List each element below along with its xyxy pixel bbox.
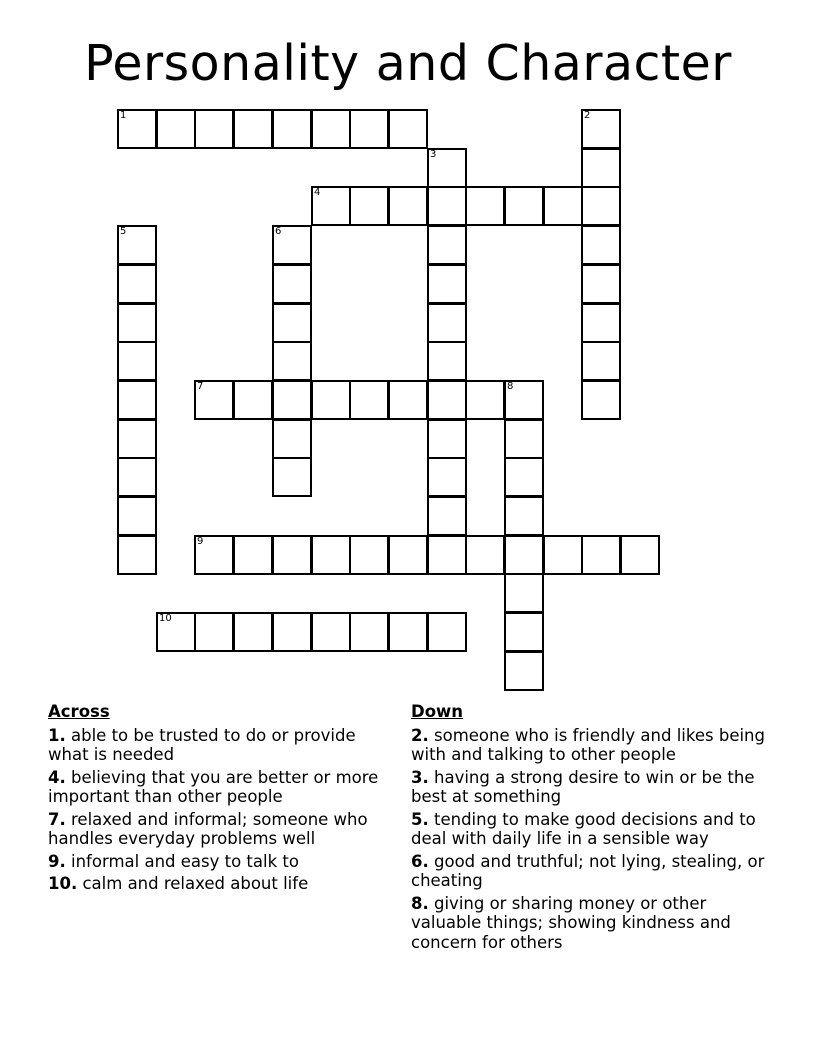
page-title: Personality and Character [84,35,732,92]
grid-cell[interactable] [117,380,157,420]
clue-number-label: 5 [120,226,127,237]
grid-cell[interactable] [349,612,389,652]
clue-number: 1. [48,725,66,745]
across-heading: Across [48,702,110,721]
clue-number: 3. [411,767,429,787]
grid-cell[interactable] [504,419,544,459]
grid-cell[interactable] [349,535,389,575]
grid-cell[interactable] [272,341,312,381]
grid-cell[interactable] [581,303,621,343]
clue-text: someone who is friendly and likes being with and talking to other people [411,725,765,764]
grid-cell[interactable] [427,341,467,381]
grid-cell[interactable] [117,535,157,575]
grid-cell[interactable] [233,380,273,420]
down-heading: Down [411,702,464,721]
grid-cell[interactable] [581,109,621,149]
grid-cell[interactable] [349,380,389,420]
down-clue [411,894,771,953]
grid-cell[interactable] [465,380,505,420]
grid-cell[interactable] [427,535,467,575]
clue-number: 4. [48,767,66,787]
clue-number-label: 4 [314,187,321,198]
grid-cell[interactable] [465,535,505,575]
clue-number: 9. [48,851,66,871]
grid-cell[interactable] [194,612,234,652]
across-clue [48,768,393,807]
grid-cell[interactable] [272,303,312,343]
grid-cell[interactable] [581,225,621,265]
down-clue [411,810,771,849]
grid-cell[interactable] [581,186,621,226]
grid-cell[interactable] [311,380,351,420]
grid-cell[interactable] [311,109,351,149]
grid-cell[interactable] [272,264,312,304]
grid-cell[interactable] [233,612,273,652]
grid-cell[interactable] [504,457,544,497]
grid-cell[interactable] [427,419,467,459]
grid-cell[interactable] [117,225,157,265]
clue-number-label: 3 [430,149,437,160]
grid-cell[interactable] [194,535,234,575]
grid-cell[interactable] [504,186,544,226]
grid-cell[interactable] [194,109,234,149]
grid-cell[interactable] [427,380,467,420]
down-clue [411,768,771,807]
grid-cell[interactable] [581,264,621,304]
grid-cell[interactable] [427,186,467,226]
grid-cell[interactable] [427,303,467,343]
grid-cell[interactable] [117,457,157,497]
grid-cell[interactable] [504,496,544,536]
grid-cell[interactable] [233,109,273,149]
grid-cell[interactable] [311,186,351,226]
clue-text: believing that you are better or more important than other people [48,767,379,806]
grid-cell[interactable] [156,612,196,652]
across-clue [48,726,393,765]
grid-cell[interactable] [194,380,234,420]
clue-number: 7. [48,809,66,829]
grid-cell[interactable] [117,341,157,381]
clue-text: having a strong desire to win or be the best at something [411,767,755,806]
clue-number-label: 1 [120,110,127,121]
grid-cell[interactable] [581,148,621,188]
clue-number-label: 7 [197,381,204,392]
grid-cell[interactable] [388,612,428,652]
grid-cell[interactable] [427,264,467,304]
down-clue [411,852,771,891]
grid-cell[interactable] [427,496,467,536]
grid-cell[interactable] [465,186,505,226]
clue-text: giving or sharing money or other valuable things; showing kindness and concern for others [411,893,731,952]
grid-cell[interactable] [427,612,467,652]
grid-cell[interactable] [117,419,157,459]
across-clue [48,874,393,894]
grid-cell[interactable] [581,341,621,381]
grid-cell[interactable] [349,186,389,226]
grid-cell[interactable] [272,535,312,575]
grid-cell[interactable] [117,303,157,343]
grid-cell[interactable] [504,535,544,575]
clue-number-label: 2 [584,110,591,121]
clue-number: 6. [411,851,429,871]
grid-cell[interactable] [581,535,621,575]
grid-cell[interactable] [388,380,428,420]
grid-cell[interactable] [349,109,389,149]
grid-cell[interactable] [427,457,467,497]
clue-number: 5. [411,809,429,829]
grid-cell[interactable] [272,612,312,652]
grid-cell[interactable] [311,535,351,575]
clue-number: 8. [411,893,429,913]
clue-number: 2. [411,725,429,745]
grid-cell[interactable] [504,651,544,691]
grid-cell[interactable] [388,535,428,575]
clue-number-label: 10 [159,613,172,624]
grid-cell[interactable] [504,573,544,613]
grid-cell[interactable] [543,186,583,226]
grid-cell[interactable] [311,612,351,652]
grid-cell[interactable] [272,457,312,497]
clue-text: good and truthful; not lying, stealing, or cheating [411,851,765,890]
grid-cell[interactable] [233,535,273,575]
grid-cell[interactable] [504,612,544,652]
across-clues [48,702,393,897]
clue-number-label: 6 [275,226,282,237]
grid-cell[interactable] [272,419,312,459]
clue-text: able to be trusted to do or provide what is needed [48,725,356,764]
grid-cell[interactable] [427,148,467,188]
grid-cell[interactable] [272,225,312,265]
clue-text: calm and relaxed about life [82,874,309,893]
clue-text: relaxed and informal; someone who handles everyday problems well [48,809,368,848]
clue-number: 10. [48,874,78,893]
grid-cell[interactable] [620,535,660,575]
clue-text: tending to make good decisions and to deal with daily life in a sensible way [411,809,756,848]
grid-cell[interactable] [272,109,312,149]
grid-cell[interactable] [388,186,428,226]
grid-cell[interactable] [427,225,467,265]
down-clue [411,726,771,765]
clue-text: informal and easy to talk to [71,851,299,871]
grid-cell[interactable] [543,535,583,575]
clue-number-label: 9 [197,536,204,547]
grid-cell[interactable] [504,380,544,420]
grid-cell[interactable] [156,109,196,149]
grid-cell[interactable] [581,380,621,420]
grid-cell[interactable] [272,380,312,420]
down-clues [411,702,771,955]
grid-cell[interactable] [388,109,428,149]
clue-number-label: 8 [507,381,514,392]
grid-cell[interactable] [117,264,157,304]
across-clue [48,852,393,872]
across-clue [48,810,393,849]
grid-cell[interactable] [117,496,157,536]
grid-cell[interactable] [117,109,157,149]
